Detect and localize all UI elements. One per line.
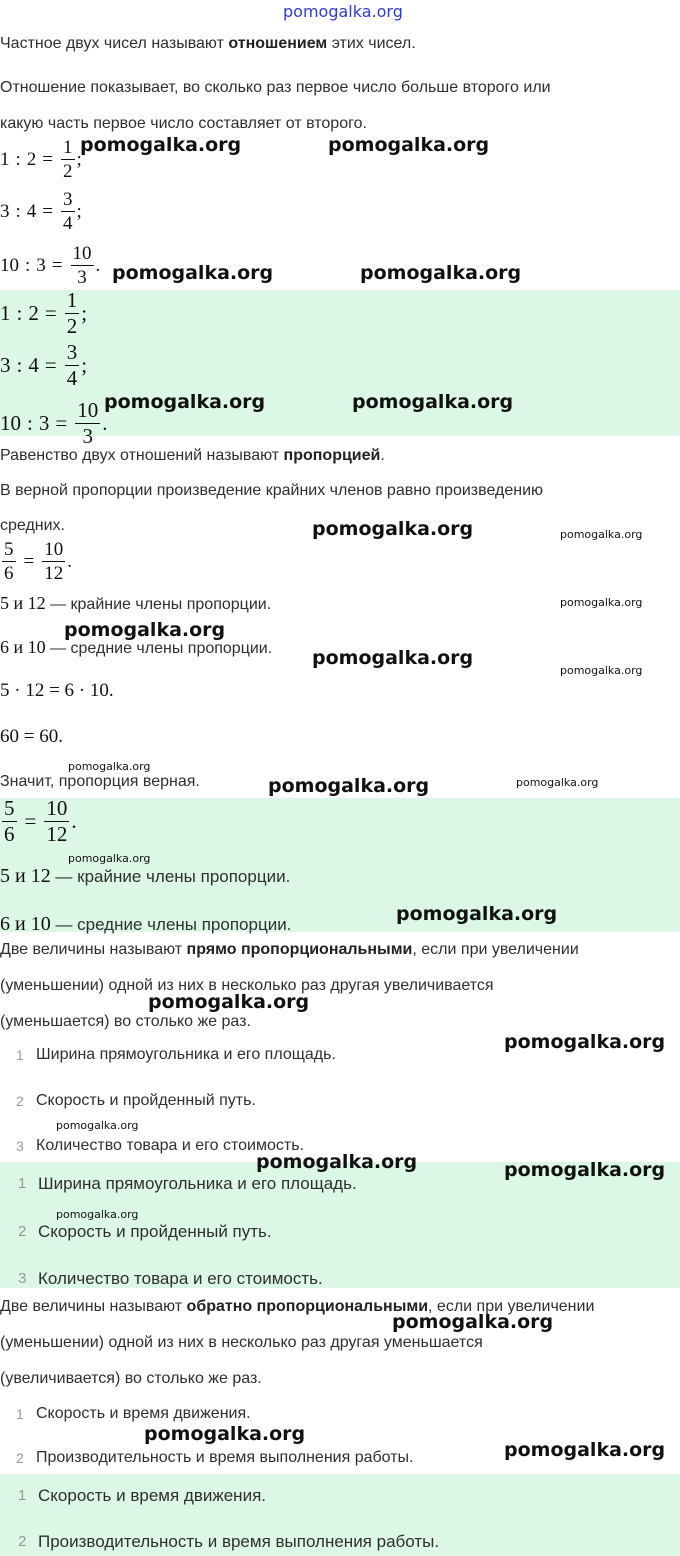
direct-definition-line3: (уменьшается) во столько же раз. — [0, 1013, 251, 1030]
direct-def-prefix: Две величины называют — [0, 941, 187, 958]
watermark: pomogalka.org — [64, 619, 226, 641]
prop-frac-left — [2, 540, 16, 583]
band-prop-end: . — [71, 809, 77, 833]
means-text: — средние члены пропорции. — [45, 640, 273, 657]
band-ex3-end: . — [102, 411, 108, 435]
ex3-den: 3 — [77, 267, 87, 288]
watermark: pomogalka.org — [560, 596, 643, 609]
direct-def-suffix: , если при увеличении — [412, 941, 579, 958]
watermark: pomogalka.org — [504, 1031, 666, 1053]
list-number: 2 — [16, 1450, 24, 1466]
list-number: 1 — [16, 1047, 24, 1063]
band-ex2-b: 4 — [28, 353, 39, 377]
watermark: pomogalka.org — [312, 518, 474, 540]
band-proportion-equation: $\frac{5}{6}$ = $\frac{10}{12}$ . — [4, 796, 77, 846]
proportion-equation: $\frac{5}{6}$ = $\frac{10}{12}$ . — [4, 539, 72, 584]
band-ex2-num: 3 — [66, 340, 78, 364]
list-item — [0, 1405, 680, 1425]
band-ex2-fraction — [65, 342, 80, 389]
band-ratio-example-1: 1 : 2 = $\frac{1}{2}$ ; — [0, 288, 88, 338]
watermark: pomogalka.org — [144, 1423, 306, 1445]
list-item — [0, 1092, 680, 1112]
ratio-example-2: 3 : 4 = $\frac{3}{4}$ ; — [0, 189, 82, 234]
band-list-number: 2 — [18, 1223, 27, 1240]
band-ex3-num: 10 — [77, 398, 99, 422]
band-ex3-fraction — [75, 400, 100, 447]
band-ex2-den: 4 — [66, 366, 78, 390]
ratio-def-prefix: Частное двух чисел называют — [0, 35, 229, 52]
list-text: Ширина прямоугольника и его площадь. — [36, 1046, 336, 1063]
extremes-text: — крайние члены пропорции. — [45, 596, 272, 613]
band-ex3-den: 3 — [82, 424, 93, 448]
band-ratio-example-2: 3 : 4 = $\frac{3}{4}$ ; — [0, 340, 88, 390]
watermark: pomogalka.org — [56, 1208, 139, 1221]
watermark: pomogalka.org — [68, 852, 151, 865]
band-extremes-numbers: 5 и 12 — [0, 865, 51, 887]
band-prop-right-den: 12 — [46, 822, 68, 846]
list-text: Скорость и время движения. — [36, 1405, 251, 1422]
band-list-text: Скорость и время движения. — [38, 1486, 266, 1505]
list-text: Количество товара и его стоимость. — [36, 1137, 304, 1154]
list-number: 3 — [16, 1138, 24, 1154]
band-ex3-a: 10 — [0, 411, 21, 435]
prop-right-num: 10 — [44, 539, 64, 560]
band-ex1-fraction — [65, 290, 80, 337]
product-equation: 5 · 12 = 6 · 10. — [0, 680, 114, 701]
inverse-definition-line2: (уменьшении) одной из них в несколько раз другая уменьшается — [0, 1334, 483, 1351]
proportion-definition — [0, 446, 385, 466]
band-list-text: Скорость и пройденный путь. — [38, 1222, 272, 1241]
watermark: pomogalka.org — [396, 903, 558, 925]
watermark: pomogalka.org — [352, 391, 514, 413]
ex2-fraction — [61, 190, 75, 233]
list-number: 2 — [16, 1093, 24, 1109]
band-list-item — [0, 1222, 680, 1244]
watermark: pomogalka.org — [68, 760, 151, 773]
band-list-item — [0, 1486, 680, 1508]
band-list-number: 2 — [18, 1533, 27, 1550]
prop-def-suffix: . — [380, 447, 385, 464]
proportion-conclusion: Значит, пропорция верная. — [0, 773, 200, 790]
ratio-explanation-line1: Отношение показывает, во сколько раз первое число больше второго или — [0, 79, 551, 96]
inverse-def-prefix: Две величины называют — [0, 1298, 187, 1315]
watermark: pomogalka.org — [516, 776, 599, 789]
band-ex1-num: 1 — [66, 288, 78, 312]
watermark: pomogalka.org — [504, 1439, 666, 1461]
band-ex1-end: ; — [81, 301, 88, 325]
band-prop-left-den: 6 — [4, 822, 15, 846]
ex1-den: 2 — [63, 161, 73, 182]
list-text: Скорость и пройденный путь. — [36, 1092, 256, 1109]
ratio-explanation-line2: какую часть первое число составляет от второго. — [0, 115, 367, 132]
proportion-rule-line1: В верной пропорции произведение крайних членов равно произведению — [0, 482, 543, 499]
product-result: 60 = 60. — [0, 726, 63, 747]
prop-def-prefix: Равенство двух отношений называют — [0, 447, 284, 464]
prop-frac-right — [42, 540, 65, 583]
ex1-b: 2 — [26, 148, 37, 170]
band-ex1-b: 2 — [28, 301, 39, 325]
prop-def-term: пропорцией — [283, 447, 381, 464]
band-ex2-a: 3 — [0, 353, 11, 377]
band-means-numbers: 6 и 10 — [0, 913, 51, 935]
watermark: pomogalka.org — [80, 134, 242, 156]
ex1-end: ; — [76, 148, 82, 170]
band-prop-frac-right — [44, 798, 69, 845]
proportion-highlight-band — [0, 796, 680, 935]
ratio-def-term: отношением — [228, 35, 328, 52]
watermark: pomogalka.org — [104, 391, 266, 413]
band-list-item — [0, 1269, 680, 1291]
watermark: pomogalka.org — [560, 664, 643, 677]
band-list-number: 3 — [18, 1270, 27, 1287]
band-list-number: 1 — [18, 1487, 27, 1504]
proportion-rule-line2: средних. — [0, 517, 65, 534]
ex3-b: 3 — [36, 254, 46, 276]
watermark: pomogalka.org — [560, 528, 643, 541]
band-extremes-text: — крайние члены пропорции. — [50, 867, 291, 886]
ex3-end: . — [95, 254, 101, 276]
ex1-num: 1 — [63, 137, 73, 158]
band-prop-left-num: 5 — [4, 796, 15, 820]
ratio-definition — [0, 34, 416, 54]
band-ex2-end: ; — [81, 353, 88, 377]
band-ratio-example-3: 10 : 3 = $\frac{10}{3}$ . — [0, 398, 108, 448]
list-number: 1 — [16, 1406, 24, 1422]
ratio-highlight-band — [0, 288, 680, 448]
ex1-a: 1 — [0, 148, 10, 170]
watermark: pomogalka.org — [504, 1159, 666, 1181]
band-list-number: 1 — [18, 1175, 27, 1192]
ex3-fraction — [71, 244, 94, 287]
extremes-numbers: 5 и 12 — [0, 593, 46, 613]
band-ex3-b: 3 — [38, 411, 50, 435]
band-list-item — [0, 1532, 680, 1554]
ex3-num: 10 — [72, 243, 92, 264]
inverse-def-suffix: , если при увеличении — [428, 1298, 595, 1315]
ex2-num: 3 — [63, 189, 73, 210]
extremes-line — [0, 593, 271, 615]
band-list-text: Производительность и время выполнения работы. — [38, 1532, 440, 1551]
band-list-text: Количество товара и его стоимость. — [38, 1269, 323, 1288]
prop-left-num: 5 — [4, 539, 14, 560]
ex2-b: 4 — [26, 200, 37, 222]
watermark: pomogalka.org — [328, 134, 490, 156]
list-text: Производительность и время выполнения работы. — [36, 1449, 414, 1466]
direct-definition — [0, 940, 579, 960]
means-numbers: 6 и 10 — [0, 637, 46, 657]
band-extremes-line — [0, 866, 290, 887]
band-ex1-den: 2 — [66, 314, 78, 338]
watermark: pomogalka.org — [112, 262, 274, 284]
ex3-a: 10 — [0, 254, 19, 276]
ratio-example-1: 1 : 2 = $\frac{1}{2}$ ; — [0, 137, 82, 182]
inverse-definition-line3: (увеличивается) во столько же раз. — [0, 1370, 262, 1387]
band-means-line — [0, 914, 291, 935]
ratio-def-suffix: этих чисел. — [327, 35, 416, 52]
direct-def-term: прямо пропорциональными — [186, 941, 413, 958]
ex2-den: 4 — [63, 213, 73, 234]
inverse-def-term: обратно пропорциональными — [186, 1298, 429, 1315]
watermark: pomogalka.org — [256, 1151, 418, 1173]
band-means-text: — средние члены пропорции. — [50, 915, 292, 934]
watermark: pomogalka.org — [312, 647, 474, 669]
inverse-highlight-band — [0, 1474, 680, 1556]
watermark: pomogalka.org — [268, 775, 430, 797]
prop-left-den: 6 — [4, 563, 14, 584]
watermark: pomogalka.org — [56, 1119, 139, 1132]
ex2-end: ; — [76, 200, 82, 222]
direct-definition-line2: (уменьшении) одной из них в несколько раз другая увеличивается — [0, 977, 494, 994]
ratio-example-3: 10 : 3 = $\frac{10}{3}$ . — [0, 243, 101, 288]
prop-end: . — [67, 550, 72, 572]
band-ex1-a: 1 — [0, 301, 11, 325]
watermark: pomogalka.org — [392, 1311, 554, 1333]
band-list-text: Ширина прямоугольника и его площадь. — [38, 1174, 357, 1193]
watermark: pomogalka.org — [360, 262, 522, 284]
band-prop-frac-left — [2, 798, 17, 845]
watermark: pomogalka.org — [148, 991, 310, 1013]
site-link[interactable]: pomogalka.org — [283, 2, 403, 21]
ex1-fraction — [61, 138, 75, 181]
ex2-a: 3 — [0, 200, 10, 222]
prop-right-den: 12 — [44, 563, 64, 584]
band-prop-right-num: 10 — [46, 796, 68, 820]
